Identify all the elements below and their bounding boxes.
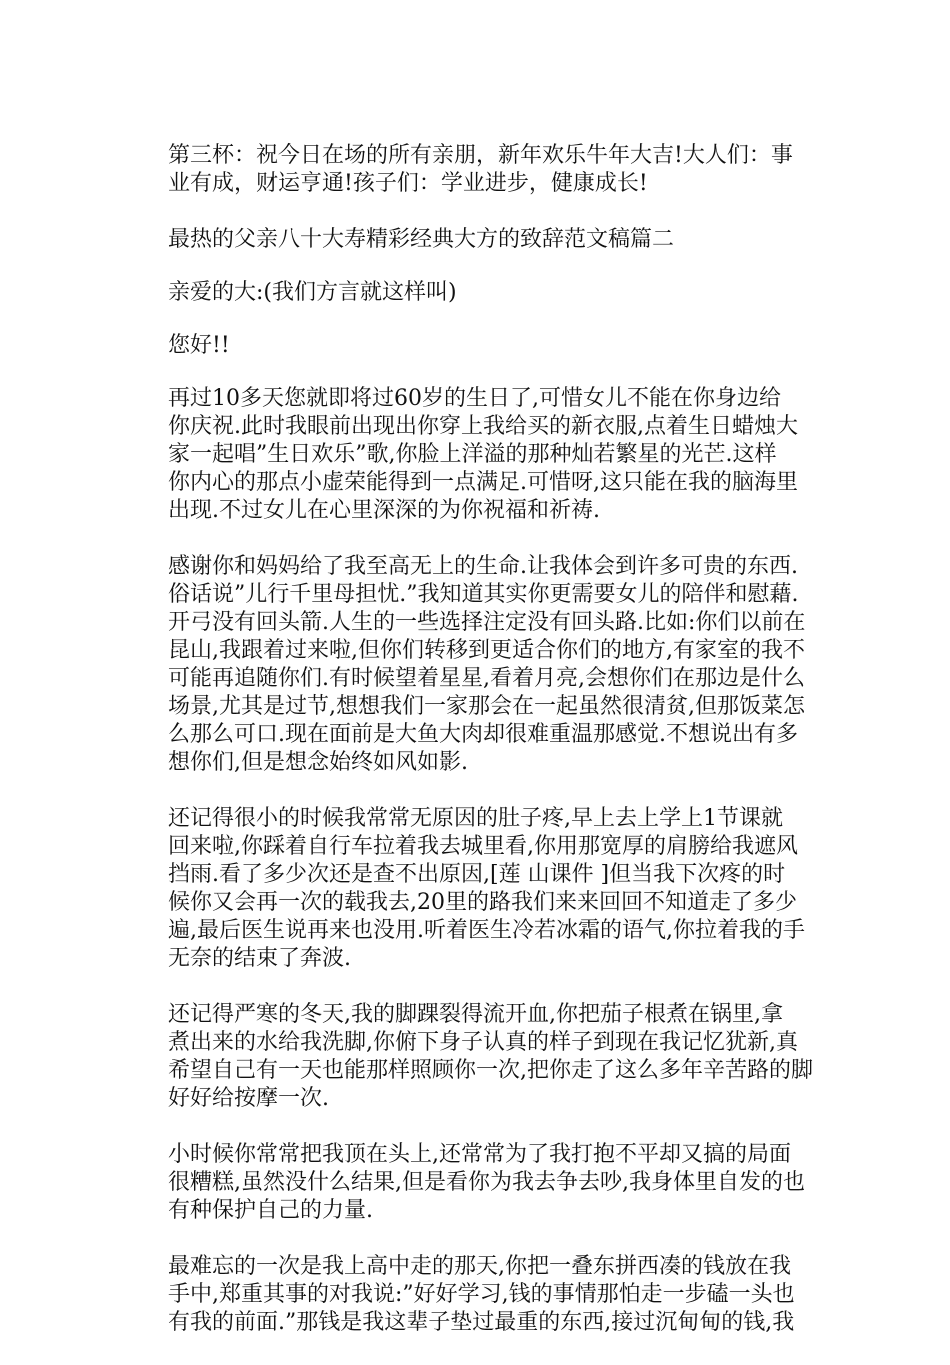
text-line: 好好给按摩一次. xyxy=(168,1086,329,1111)
text-line: 第三杯：祝今日在场的所有亲朋，新年欢乐牛年大吉!大人们：事 xyxy=(168,143,793,168)
paragraph-birthday xyxy=(140,385,815,525)
text-line: 想你们,但是想念始终如风如影. xyxy=(168,750,468,775)
paragraph-childhood-illness xyxy=(140,805,815,973)
text-line: 无奈的结束了奔波. xyxy=(168,946,351,971)
paragraph-protection xyxy=(140,1141,815,1225)
greeting xyxy=(140,332,815,360)
text-line: 回来啦,你踩着自行车拉着我去城里看,你用那宽厚的肩膀给我遮风 xyxy=(168,834,798,859)
text-line: 昆山,我跟着过来啦,但你们转移到更适合你们的地方,有家室的我不 xyxy=(168,638,805,663)
text-line: 亲爱的大:(我们方言就这样叫) xyxy=(168,280,457,305)
paragraph-winter xyxy=(140,1001,815,1113)
text-line: 很糟糕,虽然没什么结果,但是看你为我去争去吵,我身体里自发的也 xyxy=(168,1170,805,1195)
text-line: 有种保护自己的力量. xyxy=(168,1198,373,1223)
text-line: 家一起唱”生日欢乐”歌,你脸上洋溢的那种灿若繁星的光芒.这样 xyxy=(168,442,777,467)
text-line: 还记得严寒的冬天,我的脚踝裂得流开血,你把茄子根煮在锅里,拿 xyxy=(168,1002,783,1027)
text-line: 小时候你常常把我顶在头上,还常常为了我打抱不平却又搞的局面 xyxy=(168,1142,791,1167)
text-line: 最难忘的一次是我上高中走的那天,你把一叠东拼西凑的钱放在我 xyxy=(168,1254,791,1279)
text-line: 你内心的那点小虚荣能得到一点满足.可惜呀,这只能在我的脑海里 xyxy=(168,470,798,495)
text-line: 出现.不过女儿在心里深深的为你祝福和祈祷. xyxy=(168,498,600,523)
text-line: 手中,郑重其事的对我说:”好好学习,钱的事情那怕走一步磕一头也 xyxy=(168,1282,795,1307)
text-line: 有我的前面.”那钱是我这辈子垫过最重的东西,接过沉甸甸的钱,我 xyxy=(168,1310,795,1335)
text-line: 还记得很小的时候我常常无原因的肚子疼,早上去上学上1节课就 xyxy=(168,806,783,831)
text-line: 挡雨.看了多少次还是查不出原因,[莲 山课件 ]但当我下次疼的时 xyxy=(168,862,786,887)
text-line: 可能再追随你们.有时候望着星星,看着月亮,会想你们在那边是什么 xyxy=(168,666,805,691)
text-line: 业有成，财运亨通!孩子们：学业进步，健康成长! xyxy=(168,171,648,196)
paragraph-high-school xyxy=(140,1253,815,1337)
text-line: 最热的父亲八十大寿精彩经典大方的致辞范文稿篇二 xyxy=(168,227,675,252)
text-line: 开弓没有回头箭.人生的一些选择注定没有回头路.比如:你们以前在 xyxy=(168,610,806,635)
text-line: 希望自己有一天也能那样照顾你一次,把你走了这么多年辛苦路的脚 xyxy=(168,1058,813,1083)
salutation xyxy=(140,279,815,307)
section-heading xyxy=(140,226,815,254)
text-line: 遍,最后医生说再来也没用.听着医生冷若冰霜的语气,你拉着我的手 xyxy=(168,918,805,943)
paragraph-gratitude xyxy=(140,553,815,777)
paragraph-toast xyxy=(140,142,815,198)
text-line: 候你又会再一次的载我去,20里的路我们来来回回不知道走了多少 xyxy=(168,890,797,915)
text-line: 你庆祝.此时我眼前出现出你穿上我给买的新衣服,点着生日蜡烛大 xyxy=(168,414,798,439)
text-line: 您好!! xyxy=(168,333,230,358)
document-body xyxy=(140,142,815,1365)
text-line: 再过10多天您就即将过60岁的生日了,可惜女儿不能在你身边给 xyxy=(168,386,781,411)
text-line: 感谢你和妈妈给了我至高无上的生命.让我体会到许多可贵的东西. xyxy=(168,554,798,579)
text-line: 俗话说”儿行千里母担忧.”我知道其实你更需要女儿的陪伴和慰藉. xyxy=(168,582,799,607)
text-line: 煮出来的水给我洗脚,你俯下身子认真的样子到现在我记忆犹新,真 xyxy=(168,1030,798,1055)
text-line: 场景,尤其是过节,想想我们一家那会在一起虽然很清贫,但那饭菜怎 xyxy=(168,694,805,719)
text-line: 么那么可口.现在面前是大鱼大肉却很难重温那感觉.不想说出有多 xyxy=(168,722,798,747)
